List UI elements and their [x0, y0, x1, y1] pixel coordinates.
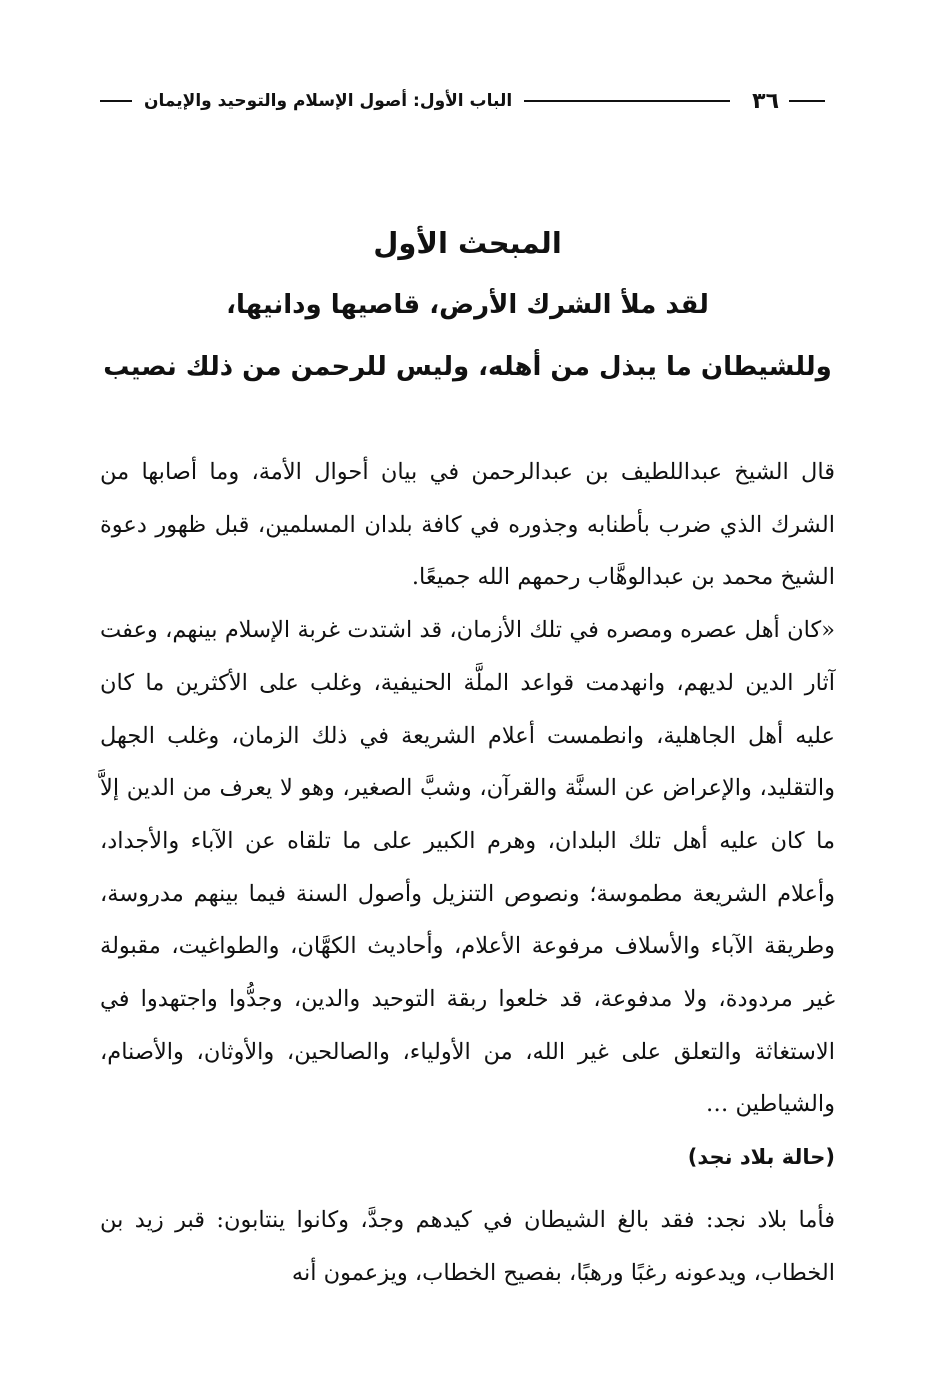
page-number: ٣٦ — [752, 88, 779, 114]
running-header — [100, 86, 835, 116]
najd-paragraph: فأما بلاد نجد: فقد بالغ الشيطان في كيدهم وجدَّ، وكانوا ينتابون: قبر زيد بن الخطاب، ويدعونه رغبًا ورهبًا، بفصيح الخطاب، ويزعمون أنه — [100, 1206, 835, 1286]
header-rule-left — [100, 100, 132, 102]
quote-paragraph: «كان أهل عصره ومصره في تلك الأزمان، قد اشتدت غربة الإسلام بينهم، وعفت آثار الدين لديهم، وانهدمت قواعد الملَّة الحنيفية، وغلب على الأكثرين ما كان عليه أهل الجاهلية، وانطمست أعلام الشريعة في ذلك الزمان، وغلب الجهل والتقليد، والإعراض عن السنَّة والقرآن، وشبَّ الصغير، وهو لا يعرف من الدين إلاَّ ما كان عليه أهل تلك البلدان، وهرم الكبير على ما تلقاه عن الآباء والأجداد، وأعلام الشريعة مطموسة؛ ونصوص التنزيل وأصول السنة فيما بينهم مدروسة، وطريقة الآباء والأسلاف مرفوعة الأعلام، وأحاديث الكهَّان، والطواغيت، مقبولة غير مردودة، ولا مدفوعة، قد خلعوا ربقة التوحيد والدين، وجدُّوا واجتهدوا في الاستغاثة والتعلق على غير الله، من الأولياء، والصالحين، والأوثان، والأصنام، والشياطين … — [100, 617, 835, 1118]
body-text — [100, 446, 835, 1299]
section-title: المبحث الأول — [373, 226, 562, 260]
intro-paragraph: قال الشيخ عبداللطيف بن عبدالرحمن في بيان أحوال الأمة، وما أصابها من الشرك الذي ضرب بأطنابه وجذوره في كافة بلدان المسلمين، قبل ظهور دعوة الشيخ محمد بن عبدالوهَّاب رحمهم الله جميعًا. — [100, 459, 835, 591]
section-subtitle-line2: وللشيطان ما يبذل من أهله، وليس للرحمن من ذلك نصيب — [103, 352, 832, 382]
header-rule-right — [789, 100, 825, 102]
najd-subheading: (حالة بلاد نجد) — [687, 1145, 835, 1170]
section-subtitle-line1: لقد ملأ الشرك الأرض، قاصيها ودانيها، — [226, 290, 709, 320]
header-rule-middle — [524, 100, 730, 102]
chapter-title: الباب الأول: أصول الإسلام والتوحيد والإيمان — [144, 91, 513, 111]
